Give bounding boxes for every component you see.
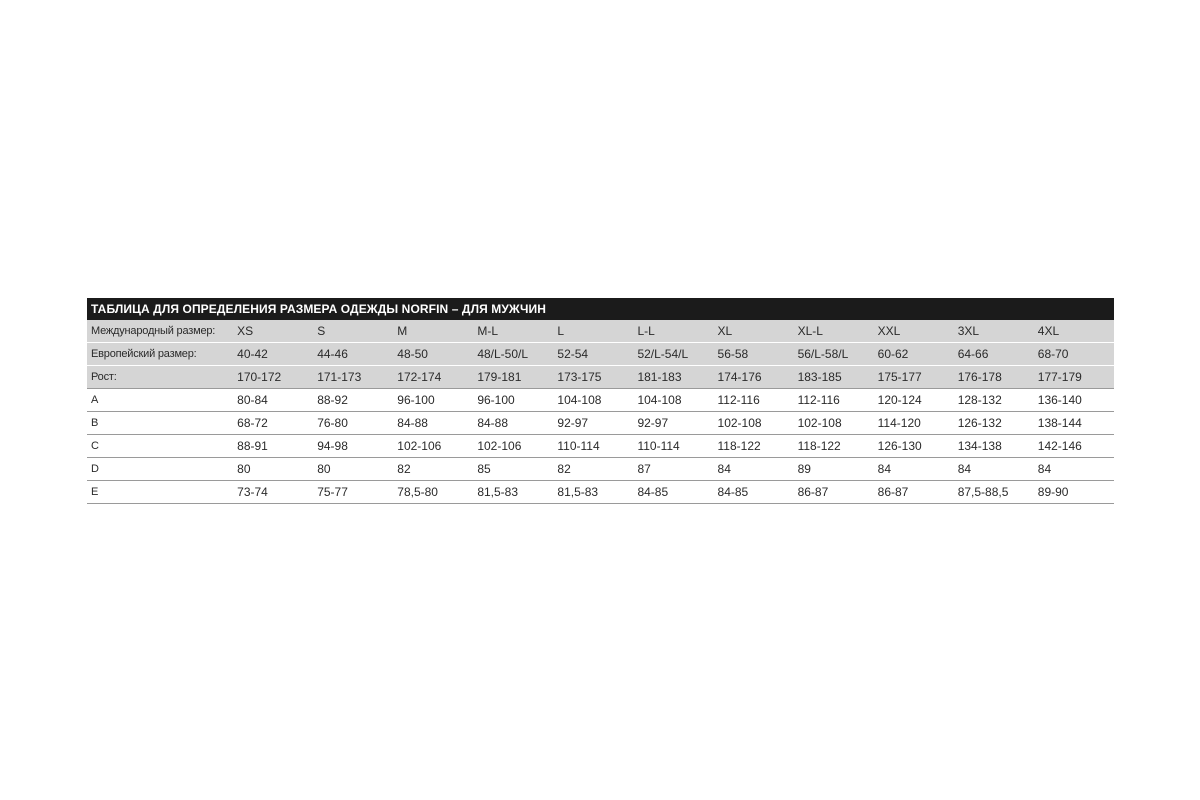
table-row-measure-d [87,458,1114,481]
table-cell: 170-172 [233,366,313,389]
table-cell: 40-42 [233,343,313,366]
table-cell: 136-140 [1034,389,1114,412]
table-cell: 112-116 [714,389,794,412]
table-cell: 118-122 [714,435,794,458]
table-cell: 102-108 [714,412,794,435]
table-cell: 175-177 [874,366,954,389]
table-row-height [87,366,1114,389]
table-cell: XXL [874,320,954,343]
table-cell: 84-85 [714,481,794,504]
table-cell: 56-58 [714,343,794,366]
table-cell: L-L [633,320,713,343]
table-cell: 112-116 [794,389,874,412]
table-cell: 102-106 [473,435,553,458]
table-cell: XL-L [794,320,874,343]
table-cell: 172-174 [393,366,473,389]
table-cell: 68-72 [233,412,313,435]
table-cell: 174-176 [714,366,794,389]
table-cell: 84-88 [393,412,473,435]
table-cell: 110-114 [553,435,633,458]
row-label: D [87,458,233,481]
table-cell: 60-62 [874,343,954,366]
table-cell: 114-120 [874,412,954,435]
table-cell: 82 [393,458,473,481]
table-cell: 89-90 [1034,481,1114,504]
table-row-measure-a [87,389,1114,412]
row-label: C [87,435,233,458]
table-cell: 92-97 [633,412,713,435]
size-chart [87,298,1114,504]
table-cell: 104-108 [633,389,713,412]
table-row-measure-c [87,435,1114,458]
table-row-international-size [87,320,1114,343]
table-cell: L [553,320,633,343]
table-cell: 173-175 [553,366,633,389]
table-cell: 118-122 [794,435,874,458]
table-cell: 171-173 [313,366,393,389]
table-cell: 110-114 [633,435,713,458]
table-cell: 86-87 [874,481,954,504]
table-cell: 52/L-54/L [633,343,713,366]
table-cell: 84 [1034,458,1114,481]
table-cell: 102-108 [794,412,874,435]
size-table-body [87,320,1114,504]
table-cell: 84 [714,458,794,481]
table-cell: 84 [954,458,1034,481]
table-cell: 142-146 [1034,435,1114,458]
table-cell: M [393,320,473,343]
table-cell: 120-124 [874,389,954,412]
chart-title: ТАБЛИЦА ДЛЯ ОПРЕДЕЛЕНИЯ РАЗМЕРА ОДЕЖДЫ NORFIN – ДЛЯ МУЖЧИН [87,298,1114,320]
table-cell: 89 [794,458,874,481]
table-cell: 85 [473,458,553,481]
table-cell: 73-74 [233,481,313,504]
table-cell: 126-130 [874,435,954,458]
table-cell: XS [233,320,313,343]
table-cell: 82 [553,458,633,481]
table-cell: 87 [633,458,713,481]
table-cell: 102-106 [393,435,473,458]
row-label: A [87,389,233,412]
table-cell: M-L [473,320,553,343]
table-cell: 52-54 [553,343,633,366]
table-cell: 80 [233,458,313,481]
table-cell: 92-97 [553,412,633,435]
table-cell: 88-91 [233,435,313,458]
table-cell: 48/L-50/L [473,343,553,366]
table-cell: 3XL [954,320,1034,343]
table-cell: 81,5-83 [473,481,553,504]
row-label: Европейский размер: [87,343,233,366]
table-cell: 96-100 [473,389,553,412]
table-cell: 78,5-80 [393,481,473,504]
table-cell: 76-80 [313,412,393,435]
table-cell: 128-132 [954,389,1034,412]
table-cell: 84 [874,458,954,481]
table-cell: 96-100 [393,389,473,412]
table-cell: XL [714,320,794,343]
table-cell: 183-185 [794,366,874,389]
table-row-measure-e [87,481,1114,504]
table-cell: 94-98 [313,435,393,458]
table-cell: 104-108 [553,389,633,412]
table-cell: 181-183 [633,366,713,389]
row-label: Международный размер: [87,320,233,343]
table-row-measure-b [87,412,1114,435]
table-cell: S [313,320,393,343]
row-label: Рост: [87,366,233,389]
table-cell: 88-92 [313,389,393,412]
table-cell: 87,5-88,5 [954,481,1034,504]
row-label: E [87,481,233,504]
table-cell: 64-66 [954,343,1034,366]
table-cell: 4XL [1034,320,1114,343]
table-cell: 126-132 [954,412,1034,435]
table-cell: 179-181 [473,366,553,389]
table-cell: 68-70 [1034,343,1114,366]
table-cell: 84-88 [473,412,553,435]
table-row-european-size [87,343,1114,366]
table-cell: 75-77 [313,481,393,504]
table-cell: 177-179 [1034,366,1114,389]
row-label: B [87,412,233,435]
table-cell: 80-84 [233,389,313,412]
table-cell: 81,5-83 [553,481,633,504]
table-cell: 86-87 [794,481,874,504]
table-cell: 176-178 [954,366,1034,389]
table-cell: 138-144 [1034,412,1114,435]
table-cell: 80 [313,458,393,481]
table-cell: 44-46 [313,343,393,366]
table-cell: 56/L-58/L [794,343,874,366]
table-cell: 84-85 [633,481,713,504]
table-cell: 134-138 [954,435,1034,458]
table-cell: 48-50 [393,343,473,366]
size-table [87,320,1114,504]
